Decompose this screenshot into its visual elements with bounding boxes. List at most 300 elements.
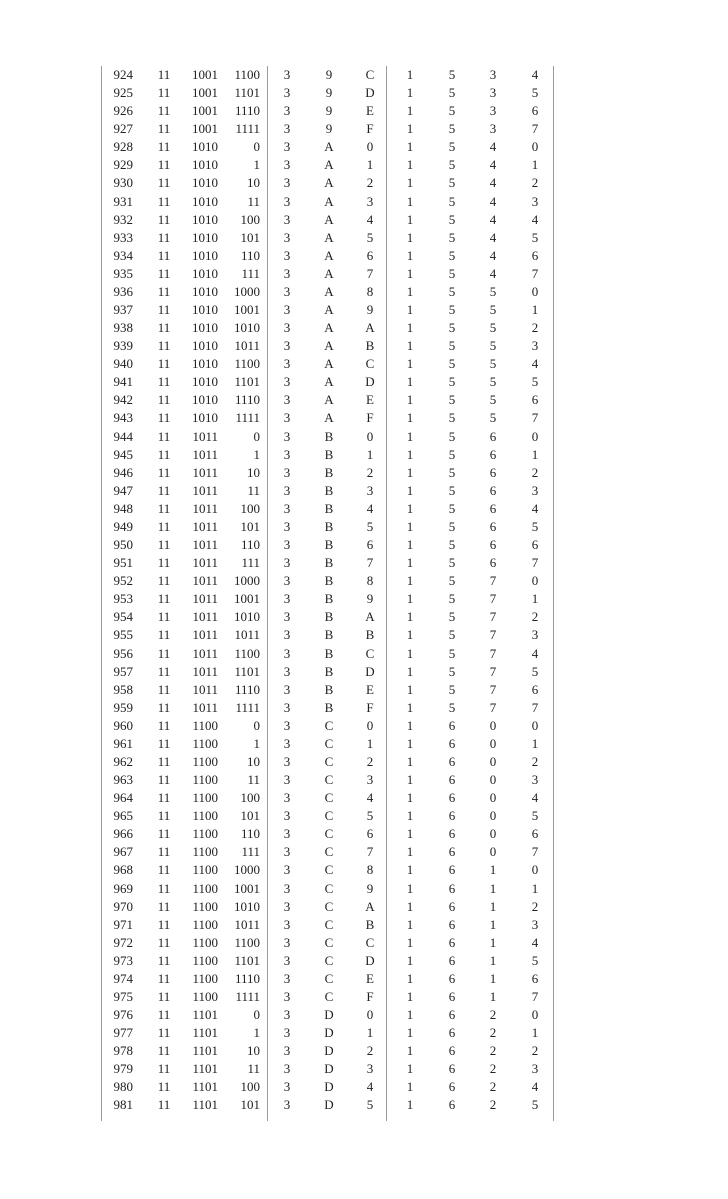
- octal-3-cell: 1: [489, 880, 497, 896]
- binary-high-cell: 11: [157, 645, 171, 661]
- table-row: [0, 825, 728, 843]
- octal-1-cell: 1: [406, 555, 414, 571]
- binary-mid-cell: 1011: [192, 663, 218, 679]
- octal-4-cell: 3: [531, 482, 539, 498]
- table-row: [0, 174, 728, 192]
- binary-high-cell: 11: [157, 428, 171, 444]
- hex-high-cell: 3: [283, 537, 291, 553]
- octal-1-cell: 1: [406, 645, 414, 661]
- decimal-cell: 973: [113, 952, 133, 968]
- decimal-cell: 955: [113, 627, 133, 643]
- octal-3-cell: 7: [489, 591, 497, 607]
- octal-1-cell: 1: [406, 410, 414, 426]
- binary-low-cell: 1010: [234, 898, 260, 914]
- table-row: [0, 247, 728, 265]
- hex-mid-cell: A: [324, 157, 334, 173]
- octal-1-cell: 1: [406, 338, 414, 354]
- octal-1-cell: 1: [406, 500, 414, 516]
- octal-3-cell: 7: [489, 609, 497, 625]
- hex-mid-cell: A: [324, 175, 334, 191]
- binary-high-cell: 11: [157, 464, 171, 480]
- decimal-cell: 976: [113, 1007, 133, 1023]
- octal-4-cell: 5: [531, 374, 539, 390]
- hex-high-cell: 3: [283, 446, 291, 462]
- octal-3-cell: 2: [489, 1061, 497, 1077]
- binary-mid-cell: 1011: [192, 555, 218, 571]
- octal-3-cell: 1: [489, 952, 497, 968]
- octal-4-cell: 1: [531, 880, 539, 896]
- octal-4-cell: 2: [531, 464, 539, 480]
- binary-high-cell: 11: [157, 988, 171, 1004]
- hex-high-cell: 3: [283, 573, 291, 589]
- binary-high-cell: 11: [157, 753, 171, 769]
- binary-mid-cell: 1100: [192, 753, 218, 769]
- decimal-cell: 967: [113, 844, 133, 860]
- binary-mid-cell: 1101: [192, 1043, 218, 1059]
- binary-low-cell: 110: [240, 826, 260, 842]
- binary-low-cell: 110: [240, 537, 260, 553]
- octal-3-cell: 0: [489, 790, 497, 806]
- octal-4-cell: 7: [531, 121, 539, 137]
- octal-2-cell: 5: [448, 67, 456, 82]
- octal-1-cell: 1: [406, 790, 414, 806]
- octal-3-cell: 7: [489, 663, 497, 679]
- binary-mid-cell: 1101: [192, 1097, 218, 1113]
- binary-high-cell: 11: [157, 338, 171, 354]
- binary-high-cell: 11: [157, 85, 171, 101]
- binary-high-cell: 11: [157, 663, 171, 679]
- octal-1-cell: 1: [406, 970, 414, 986]
- octal-2-cell: 5: [448, 555, 456, 571]
- hex-low-cell: 2: [366, 753, 374, 769]
- octal-3-cell: 4: [489, 247, 497, 263]
- hex-low-cell: 8: [366, 573, 374, 589]
- binary-mid-cell: 1011: [192, 428, 218, 444]
- hex-low-cell: 6: [366, 537, 374, 553]
- hex-high-cell: 3: [283, 1097, 291, 1113]
- binary-high-cell: 11: [157, 193, 171, 209]
- binary-high-cell: 11: [157, 808, 171, 824]
- binary-high-cell: 11: [157, 157, 171, 173]
- table-row: [0, 663, 728, 681]
- octal-3-cell: 1: [489, 988, 497, 1004]
- octal-1-cell: 1: [406, 772, 414, 788]
- hex-mid-cell: A: [324, 193, 334, 209]
- binary-mid-cell: 1010: [192, 265, 218, 281]
- binary-mid-cell: 1100: [192, 844, 218, 860]
- binary-high-cell: 11: [157, 500, 171, 516]
- octal-3-cell: 5: [489, 338, 497, 354]
- binary-low-cell: 1: [253, 446, 260, 462]
- decimal-cell: 966: [113, 826, 133, 842]
- binary-low-cell: 1111: [235, 699, 260, 715]
- table-row: [0, 608, 728, 626]
- octal-1-cell: 1: [406, 826, 414, 842]
- octal-2-cell: 5: [448, 410, 456, 426]
- octal-4-cell: 1: [531, 446, 539, 462]
- octal-2-cell: 5: [448, 609, 456, 625]
- octal-1-cell: 1: [406, 482, 414, 498]
- hex-high-cell: 3: [283, 139, 291, 155]
- binary-mid-cell: 1010: [192, 211, 218, 227]
- hex-mid-cell: A: [324, 283, 334, 299]
- hex-mid-cell: B: [324, 663, 334, 679]
- table-row: [0, 120, 728, 138]
- binary-mid-cell: 1101: [192, 1079, 218, 1095]
- hex-high-cell: 3: [283, 591, 291, 607]
- table-row: [0, 572, 728, 590]
- binary-low-cell: 100: [240, 211, 260, 227]
- decimal-cell: 945: [113, 446, 133, 462]
- hex-low-cell: E: [366, 103, 374, 119]
- hex-mid-cell: B: [324, 446, 334, 462]
- decimal-cell: 952: [113, 573, 133, 589]
- octal-4-cell: 6: [531, 537, 539, 553]
- binary-low-cell: 10: [247, 464, 260, 480]
- octal-1-cell: 1: [406, 591, 414, 607]
- octal-3-cell: 0: [489, 717, 497, 733]
- hex-low-cell: C: [365, 67, 375, 82]
- hex-low-cell: F: [366, 410, 374, 426]
- binary-mid-cell: 1100: [192, 952, 218, 968]
- binary-low-cell: 1110: [234, 103, 260, 119]
- octal-1-cell: 1: [406, 1079, 414, 1095]
- hex-low-cell: A: [365, 609, 375, 625]
- hex-mid-cell: 9: [325, 121, 333, 137]
- hex-low-cell: C: [365, 934, 375, 950]
- octal-3-cell: 2: [489, 1025, 497, 1041]
- hex-high-cell: 3: [283, 1043, 291, 1059]
- hex-high-cell: 3: [283, 121, 291, 137]
- hex-high-cell: 3: [283, 627, 291, 643]
- hex-mid-cell: A: [324, 302, 334, 318]
- hex-low-cell: 5: [366, 808, 374, 824]
- table-row: [0, 699, 728, 717]
- binary-mid-cell: 1010: [192, 139, 218, 155]
- octal-2-cell: 5: [448, 537, 456, 553]
- binary-mid-cell: 1100: [192, 934, 218, 950]
- binary-low-cell: 1001: [234, 302, 260, 318]
- octal-2-cell: 6: [448, 1079, 456, 1095]
- octal-2-cell: 6: [448, 790, 456, 806]
- hex-high-cell: 3: [283, 1025, 291, 1041]
- octal-2-cell: 6: [448, 1007, 456, 1023]
- octal-1-cell: 1: [406, 988, 414, 1004]
- decimal-cell: 964: [113, 790, 133, 806]
- hex-mid-cell: B: [324, 518, 334, 534]
- octal-2-cell: 5: [448, 121, 456, 137]
- binary-low-cell: 11: [247, 193, 260, 209]
- binary-low-cell: 1010: [234, 609, 260, 625]
- binary-low-cell: 1000: [234, 573, 260, 589]
- octal-3-cell: 6: [489, 555, 497, 571]
- octal-2-cell: 6: [448, 1061, 456, 1077]
- octal-1-cell: 1: [406, 121, 414, 137]
- octal-2-cell: 6: [448, 1025, 456, 1041]
- octal-3-cell: 5: [489, 283, 497, 299]
- binary-low-cell: 11: [247, 1061, 260, 1077]
- binary-low-cell: 1011: [234, 627, 260, 643]
- decimal-cell: 956: [113, 645, 133, 661]
- binary-high-cell: 11: [157, 392, 171, 408]
- hex-mid-cell: C: [324, 717, 334, 733]
- table-row: [0, 391, 728, 409]
- octal-4-cell: 6: [531, 392, 539, 408]
- octal-2-cell: 6: [448, 916, 456, 932]
- binary-low-cell: 1010: [234, 320, 260, 336]
- hex-low-cell: 7: [366, 844, 374, 860]
- decimal-cell: 959: [113, 699, 133, 715]
- decimal-cell: 925: [113, 85, 133, 101]
- octal-4-cell: 4: [531, 934, 539, 950]
- hex-low-cell: 1: [366, 1025, 374, 1041]
- octal-2-cell: 6: [448, 880, 456, 896]
- binary-mid-cell: 1001: [192, 67, 218, 82]
- table-row: [0, 66, 728, 84]
- table-row: [0, 84, 728, 102]
- octal-2-cell: 5: [448, 464, 456, 480]
- octal-3-cell: 2: [489, 1007, 497, 1023]
- octal-3-cell: 6: [489, 464, 497, 480]
- octal-4-cell: 3: [531, 193, 539, 209]
- octal-3-cell: 3: [489, 67, 497, 82]
- octal-1-cell: 1: [406, 753, 414, 769]
- decimal-cell: 979: [113, 1061, 133, 1077]
- octal-1-cell: 1: [406, 844, 414, 860]
- octal-1-cell: 1: [406, 518, 414, 534]
- table-row: [0, 482, 728, 500]
- hex-mid-cell: D: [324, 1061, 334, 1077]
- binary-mid-cell: 1100: [192, 862, 218, 878]
- octal-1-cell: 1: [406, 265, 414, 281]
- decimal-cell: 958: [113, 681, 133, 697]
- hex-low-cell: 4: [366, 790, 374, 806]
- hex-high-cell: 3: [283, 464, 291, 480]
- binary-high-cell: 11: [157, 356, 171, 372]
- octal-2-cell: 5: [448, 338, 456, 354]
- hex-high-cell: 3: [283, 916, 291, 932]
- table-row: [0, 373, 728, 391]
- octal-3-cell: 1: [489, 862, 497, 878]
- hex-high-cell: 3: [283, 482, 291, 498]
- hex-low-cell: D: [365, 952, 375, 968]
- table-row: [0, 409, 728, 427]
- table-row: [0, 229, 728, 247]
- hex-low-cell: 3: [366, 772, 374, 788]
- binary-high-cell: 11: [157, 265, 171, 281]
- decimal-cell: 943: [113, 410, 133, 426]
- binary-mid-cell: 1100: [192, 916, 218, 932]
- binary-high-cell: 11: [157, 970, 171, 986]
- hex-low-cell: 1: [366, 157, 374, 173]
- decimal-cell: 970: [113, 898, 133, 914]
- octal-2-cell: 6: [448, 772, 456, 788]
- decimal-cell: 974: [113, 970, 133, 986]
- table-row: [0, 446, 728, 464]
- octal-1-cell: 1: [406, 898, 414, 914]
- octal-4-cell: 1: [531, 591, 539, 607]
- hex-mid-cell: B: [324, 428, 334, 444]
- octal-2-cell: 6: [448, 934, 456, 950]
- decimal-cell: 934: [113, 247, 133, 263]
- binary-mid-cell: 1100: [192, 898, 218, 914]
- binary-high-cell: 11: [157, 1007, 171, 1023]
- hex-mid-cell: B: [324, 645, 334, 661]
- binary-mid-cell: 1011: [192, 627, 218, 643]
- hex-low-cell: F: [366, 988, 374, 1004]
- octal-4-cell: 4: [531, 1079, 539, 1095]
- hex-mid-cell: C: [324, 970, 334, 986]
- hex-low-cell: 3: [366, 482, 374, 498]
- octal-4-cell: 2: [531, 1043, 539, 1059]
- octal-1-cell: 1: [406, 1025, 414, 1041]
- octal-1-cell: 1: [406, 356, 414, 372]
- binary-high-cell: 11: [157, 717, 171, 733]
- hex-mid-cell: B: [324, 573, 334, 589]
- octal-1-cell: 1: [406, 302, 414, 318]
- hex-high-cell: 3: [283, 862, 291, 878]
- hex-high-cell: 3: [283, 500, 291, 516]
- hex-high-cell: 3: [283, 609, 291, 625]
- hex-high-cell: 3: [283, 790, 291, 806]
- hex-mid-cell: B: [324, 482, 334, 498]
- octal-4-cell: 4: [531, 67, 539, 82]
- hex-high-cell: 3: [283, 1061, 291, 1077]
- octal-2-cell: 5: [448, 229, 456, 245]
- binary-low-cell: 1000: [234, 862, 260, 878]
- table-row: [0, 518, 728, 536]
- hex-low-cell: F: [366, 121, 374, 137]
- octal-4-cell: 0: [531, 283, 539, 299]
- binary-high-cell: 11: [157, 211, 171, 227]
- binary-low-cell: 1011: [234, 916, 260, 932]
- binary-high-cell: 11: [157, 555, 171, 571]
- octal-4-cell: 0: [531, 139, 539, 155]
- hex-low-cell: 2: [366, 175, 374, 191]
- decimal-cell: 949: [113, 518, 133, 534]
- hex-mid-cell: B: [324, 609, 334, 625]
- decimal-cell: 980: [113, 1079, 133, 1095]
- hex-low-cell: B: [365, 627, 375, 643]
- binary-high-cell: 11: [157, 735, 171, 751]
- table-row: [0, 265, 728, 283]
- table-row: [0, 102, 728, 120]
- binary-low-cell: 1110: [234, 681, 260, 697]
- hex-high-cell: 3: [283, 338, 291, 354]
- octal-2-cell: 5: [448, 193, 456, 209]
- hex-high-cell: 3: [283, 970, 291, 986]
- hex-mid-cell: A: [324, 265, 334, 281]
- octal-1-cell: 1: [406, 428, 414, 444]
- binary-high-cell: 11: [157, 609, 171, 625]
- hex-low-cell: 2: [366, 1043, 374, 1059]
- binary-high-cell: 11: [157, 537, 171, 553]
- hex-low-cell: E: [366, 681, 374, 697]
- table-row: [0, 193, 728, 211]
- hex-low-cell: B: [365, 916, 375, 932]
- hex-low-cell: 6: [366, 826, 374, 842]
- binary-low-cell: 100: [240, 790, 260, 806]
- hex-mid-cell: C: [324, 934, 334, 950]
- binary-high-cell: 11: [157, 374, 171, 390]
- binary-high-cell: 11: [157, 1061, 171, 1077]
- octal-3-cell: 4: [489, 211, 497, 227]
- octal-1-cell: 1: [406, 464, 414, 480]
- octal-3-cell: 5: [489, 320, 497, 336]
- table-row: [0, 536, 728, 554]
- hex-low-cell: 5: [366, 229, 374, 245]
- binary-low-cell: 1110: [234, 970, 260, 986]
- binary-low-cell: 100: [240, 1079, 260, 1095]
- decimal-cell: 924: [113, 67, 133, 82]
- decimal-cell: 951: [113, 555, 133, 571]
- binary-high-cell: 11: [157, 591, 171, 607]
- hex-low-cell: D: [365, 374, 375, 390]
- table-row: [0, 626, 728, 644]
- octal-2-cell: 5: [448, 428, 456, 444]
- decimal-cell: 965: [113, 808, 133, 824]
- binary-low-cell: 1101: [234, 952, 260, 968]
- binary-mid-cell: 1010: [192, 302, 218, 318]
- octal-2-cell: 5: [448, 356, 456, 372]
- binary-low-cell: 101: [240, 808, 260, 824]
- hex-low-cell: A: [365, 320, 375, 336]
- octal-4-cell: 1: [531, 735, 539, 751]
- hex-mid-cell: B: [324, 681, 334, 697]
- binary-mid-cell: 1100: [192, 808, 218, 824]
- table-row: [0, 301, 728, 319]
- number-conversion-table: [0, 66, 728, 1115]
- binary-low-cell: 1: [253, 157, 260, 173]
- hex-high-cell: 3: [283, 265, 291, 281]
- binary-low-cell: 0: [253, 717, 260, 733]
- binary-low-cell: 1101: [234, 85, 260, 101]
- binary-mid-cell: 1011: [192, 591, 218, 607]
- octal-2-cell: 6: [448, 844, 456, 860]
- binary-mid-cell: 1011: [192, 609, 218, 625]
- decimal-cell: 960: [113, 717, 133, 733]
- hex-mid-cell: D: [324, 1079, 334, 1095]
- octal-2-cell: 5: [448, 446, 456, 462]
- decimal-cell: 963: [113, 772, 133, 788]
- binary-mid-cell: 1010: [192, 356, 218, 372]
- octal-1-cell: 1: [406, 374, 414, 390]
- hex-low-cell: 5: [366, 1097, 374, 1113]
- octal-3-cell: 7: [489, 681, 497, 697]
- binary-low-cell: 1110: [234, 392, 260, 408]
- octal-4-cell: 0: [531, 428, 539, 444]
- decimal-cell: 936: [113, 283, 133, 299]
- binary-mid-cell: 1010: [192, 392, 218, 408]
- binary-high-cell: 11: [157, 139, 171, 155]
- binary-high-cell: 11: [157, 1097, 171, 1113]
- table-row: [0, 880, 728, 898]
- hex-low-cell: 7: [366, 265, 374, 281]
- binary-low-cell: 101: [240, 518, 260, 534]
- octal-4-cell: 7: [531, 265, 539, 281]
- octal-2-cell: 5: [448, 518, 456, 534]
- hex-mid-cell: C: [324, 844, 334, 860]
- hex-low-cell: 0: [366, 1007, 374, 1023]
- hex-mid-cell: C: [324, 790, 334, 806]
- hex-low-cell: 4: [366, 1079, 374, 1095]
- binary-mid-cell: 1100: [192, 988, 218, 1004]
- binary-mid-cell: 1010: [192, 157, 218, 173]
- hex-low-cell: 4: [366, 500, 374, 516]
- octal-3-cell: 5: [489, 374, 497, 390]
- decimal-cell: 944: [113, 428, 133, 444]
- table-row: [0, 789, 728, 807]
